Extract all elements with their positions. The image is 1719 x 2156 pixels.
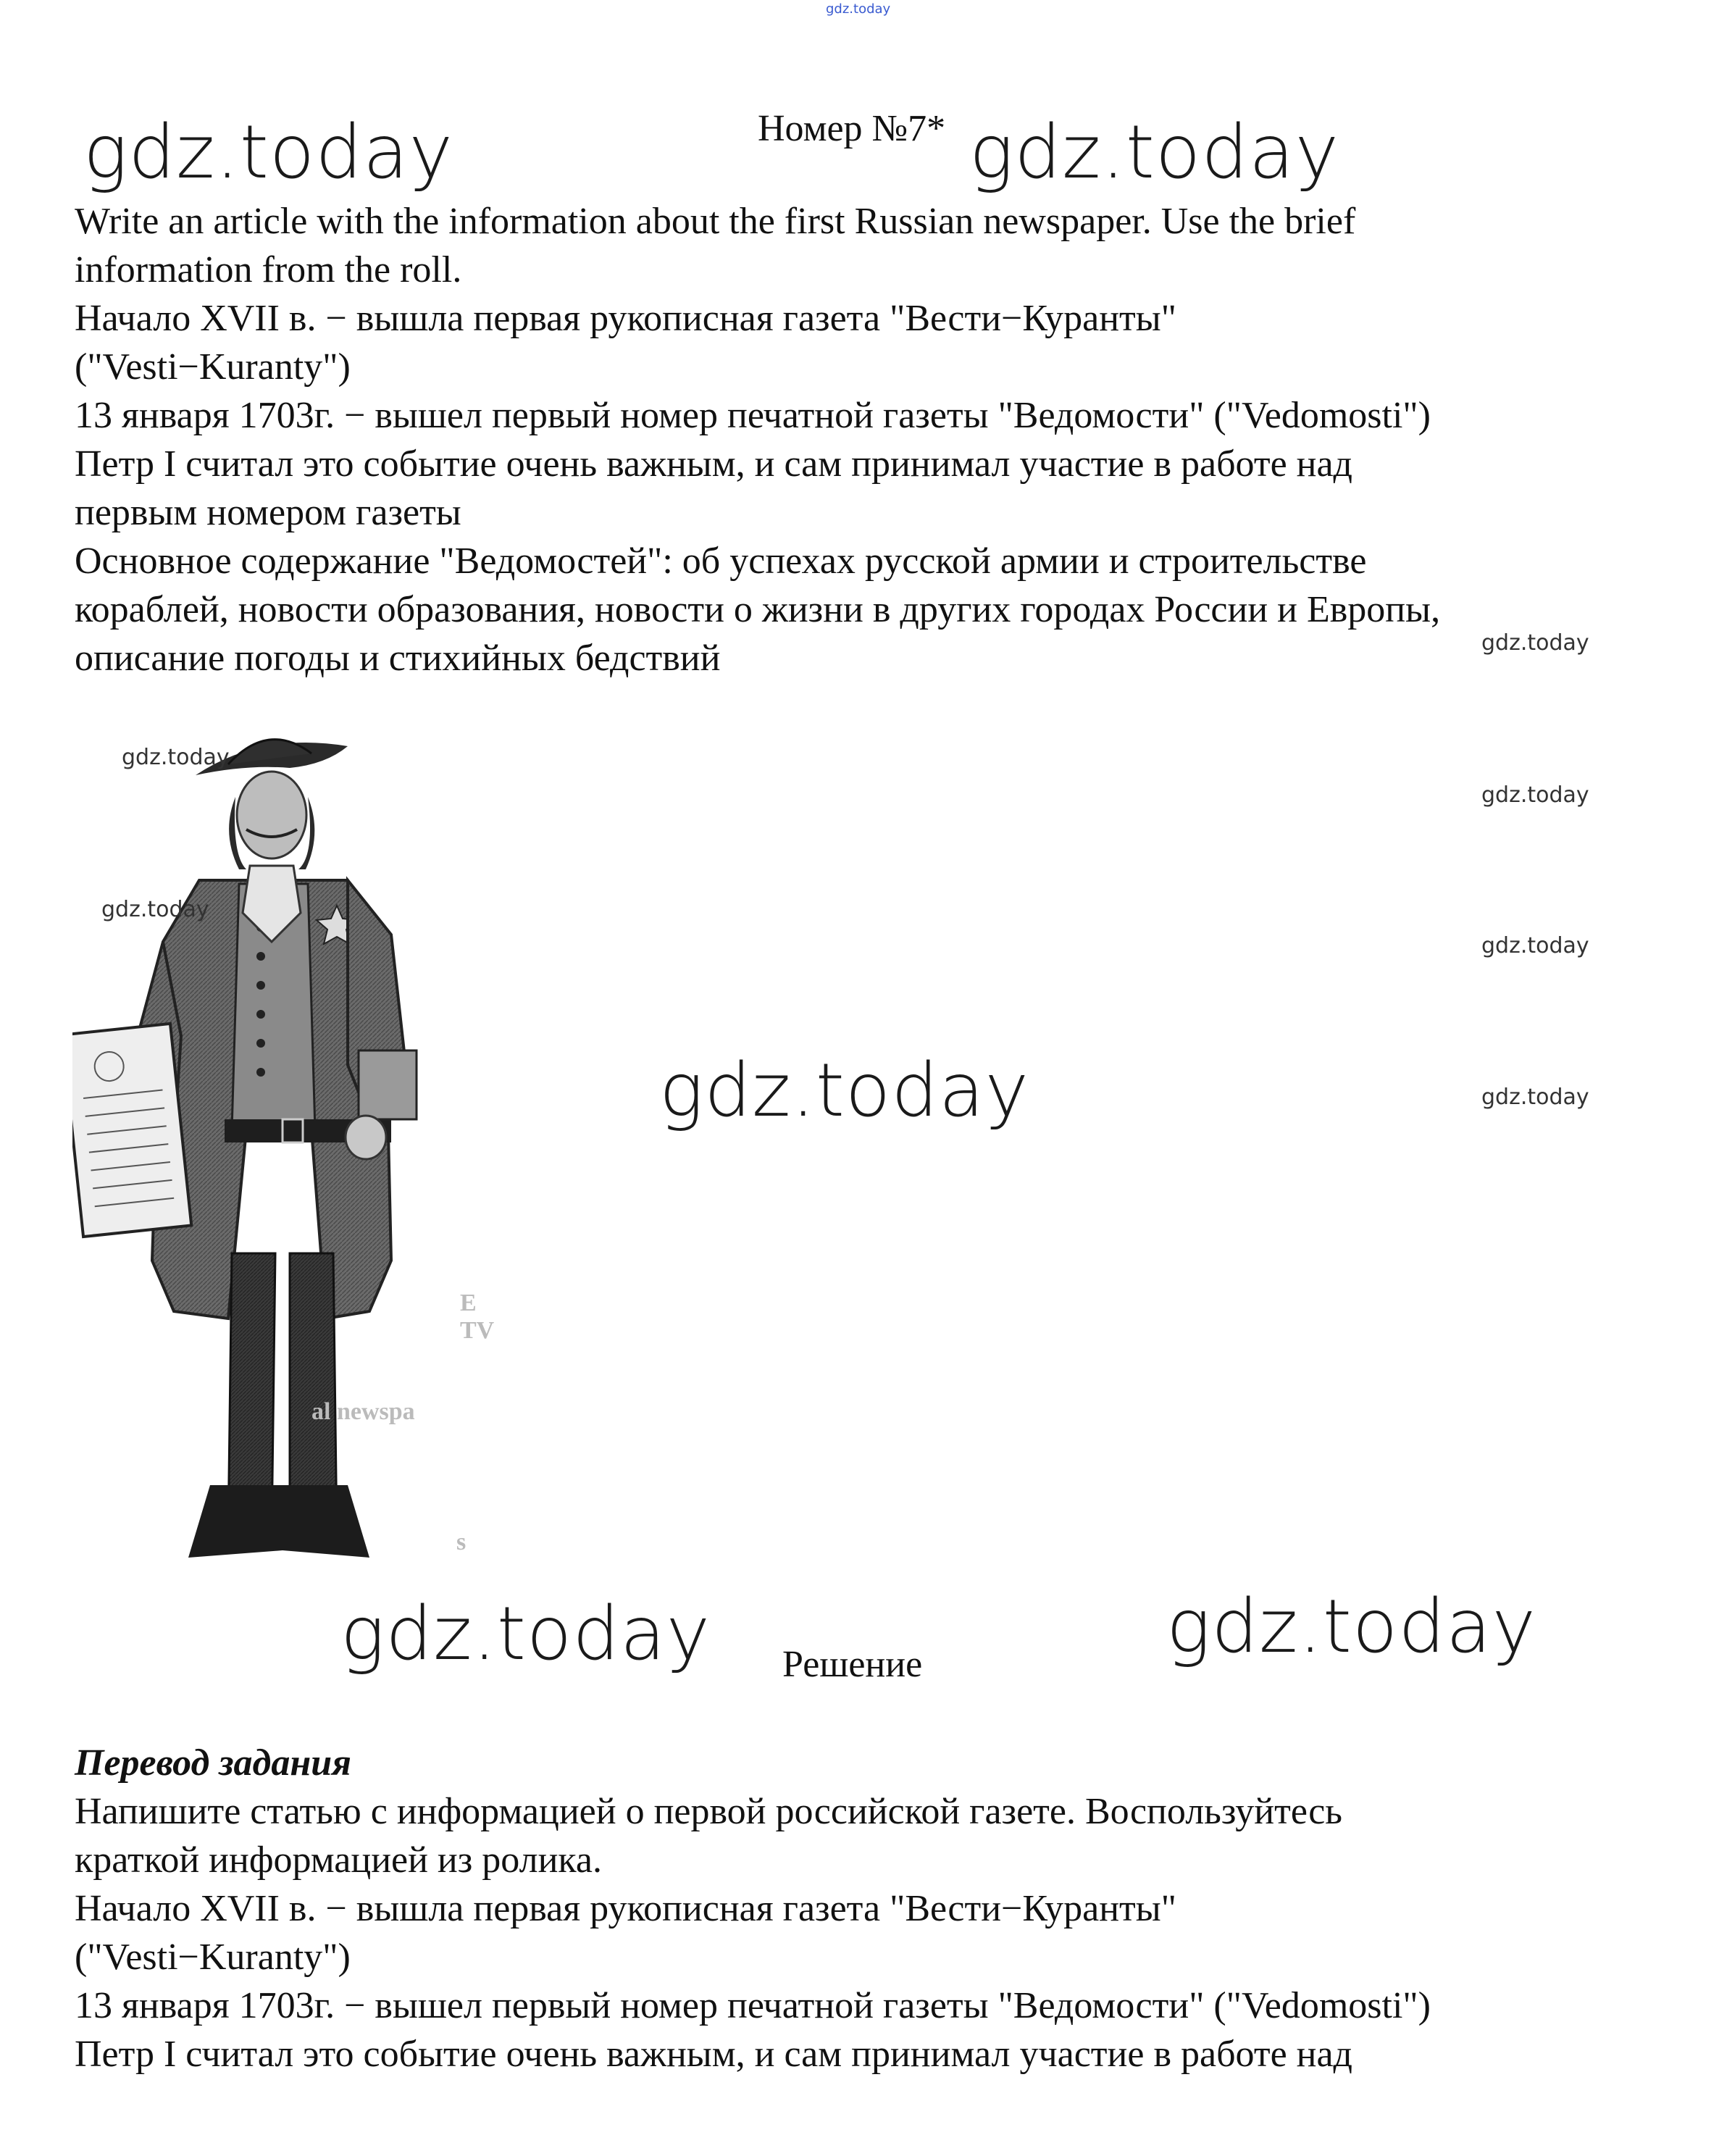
background-text: E TV <box>460 1290 495 1344</box>
watermark-large: gdz.today <box>340 1591 711 1677</box>
watermark-small: gdz.today <box>1481 782 1589 808</box>
peter-illustration <box>72 724 495 1601</box>
page-title: Номер №7* <box>758 108 946 149</box>
watermark-small: gdz.today <box>1481 1085 1589 1110</box>
task-line: 13 января 1703г. − вышел первый номер печатной газеты "Ведомости" ("Vedomosti") <box>75 395 1431 436</box>
watermark-large: gdz.today <box>1166 1584 1536 1670</box>
task-line: ("Vesti−Kuranty") <box>75 346 351 388</box>
task-text <box>75 197 1690 682</box>
peter-figure-drawing <box>72 724 485 1601</box>
translation-line: краткой информацией из ролика. <box>75 1839 602 1881</box>
task-line: кораблей, новости образования, новости о жизни в других городах России и Европы, <box>75 589 1441 630</box>
task-line: information from the roll. <box>75 249 462 291</box>
translation-line: ("Vesti−Kuranty") <box>75 1936 351 1978</box>
background-text: al newspa <box>311 1398 415 1425</box>
task-line: первым номером газеты <box>75 492 461 533</box>
translation-line: Петр I считал это событие очень важным, и сам принимал участие в работе над <box>75 2034 1353 2075</box>
watermark-small: gdz.today <box>1481 630 1589 656</box>
watermark-small: gdz.today <box>122 745 230 770</box>
translation-line: 13 января 1703г. − вышел первый номер печатной газеты "Ведомости" ("Vedomosti") <box>75 1985 1431 2026</box>
watermark-small: gdz.today <box>101 897 209 922</box>
translation-line: Начало XVII в. − вышла первая рукописная газета "Вести−Куранты" <box>75 1888 1176 1929</box>
watermark-large: gdz.today <box>83 109 453 196</box>
task-line: Начало XVII в. − вышла первая рукописная газета "Вести−Куранты" <box>75 298 1176 339</box>
watermark-large: gdz.today <box>969 109 1339 196</box>
translation-line: Напишите статью с информацией о первой российской газете. Воспользуйтесь <box>75 1791 1343 1832</box>
translation-text <box>75 1739 1690 2078</box>
watermark-small: gdz.today <box>1481 933 1589 958</box>
task-line: Основное содержание "Ведомостей": об успехах русской армии и строительстве <box>75 540 1367 582</box>
translation-heading: Перевод задания <box>75 1742 351 1784</box>
watermark-top: gdz.today <box>826 1 891 17</box>
task-line: описание погоды и стихийных бедствий <box>75 638 721 679</box>
task-line: Write an article with the information about the first Russian newspaper. Use the brief <box>75 201 1356 242</box>
task-line: Петр I считал это событие очень важным, и сам принимал участие в работе над <box>75 443 1353 485</box>
background-text: s <box>456 1529 467 1555</box>
watermark-large: gdz.today <box>659 1048 1029 1134</box>
solution-label: Решение <box>782 1644 923 1685</box>
